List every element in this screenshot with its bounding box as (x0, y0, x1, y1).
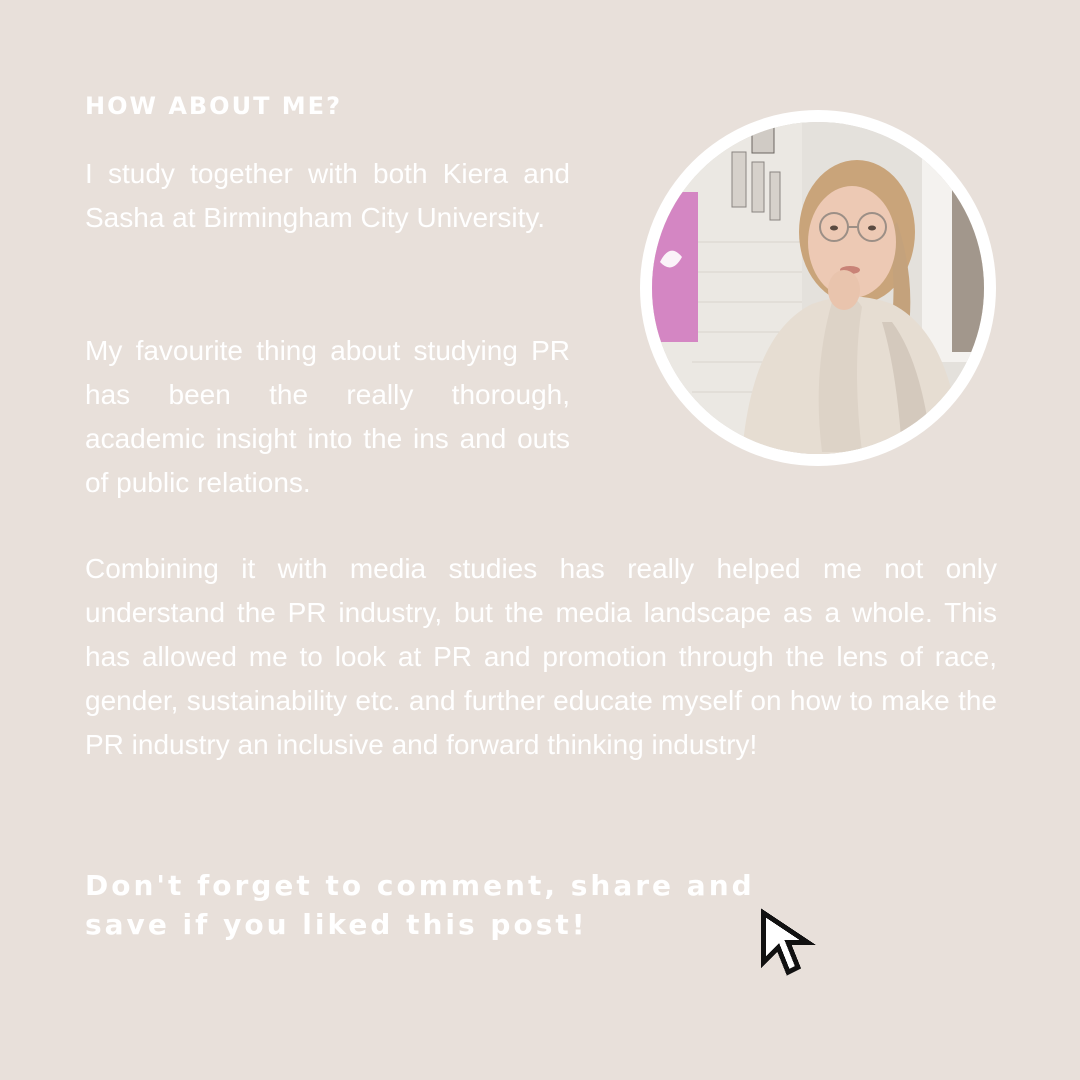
combining-paragraph: Combining it with media studies has really helped me not only understand the PR industry, but the media landscape as a whole. This has allowed me to look at PR and promotion through the lens of race, gender, sustainability etc. and further educate myself on how to make the PR industry an inclusive and forward thinking industry! (85, 553, 997, 760)
call-to-action: Don't forget to comment, share and save if you liked this post! (85, 869, 755, 941)
intro-paragraph: I study together with both Kiera and Sasha at Birmingham City University. (85, 158, 570, 233)
profile-photo (652, 122, 984, 454)
profile-photo-frame (640, 110, 996, 466)
pointer-cursor-icon (758, 908, 828, 982)
section-heading: HOW ABOUT ME? (85, 92, 342, 120)
favourite-paragraph: My favourite thing about studying PR has been the really thorough, academic insight into the ins and outs of public relations. (85, 335, 570, 498)
